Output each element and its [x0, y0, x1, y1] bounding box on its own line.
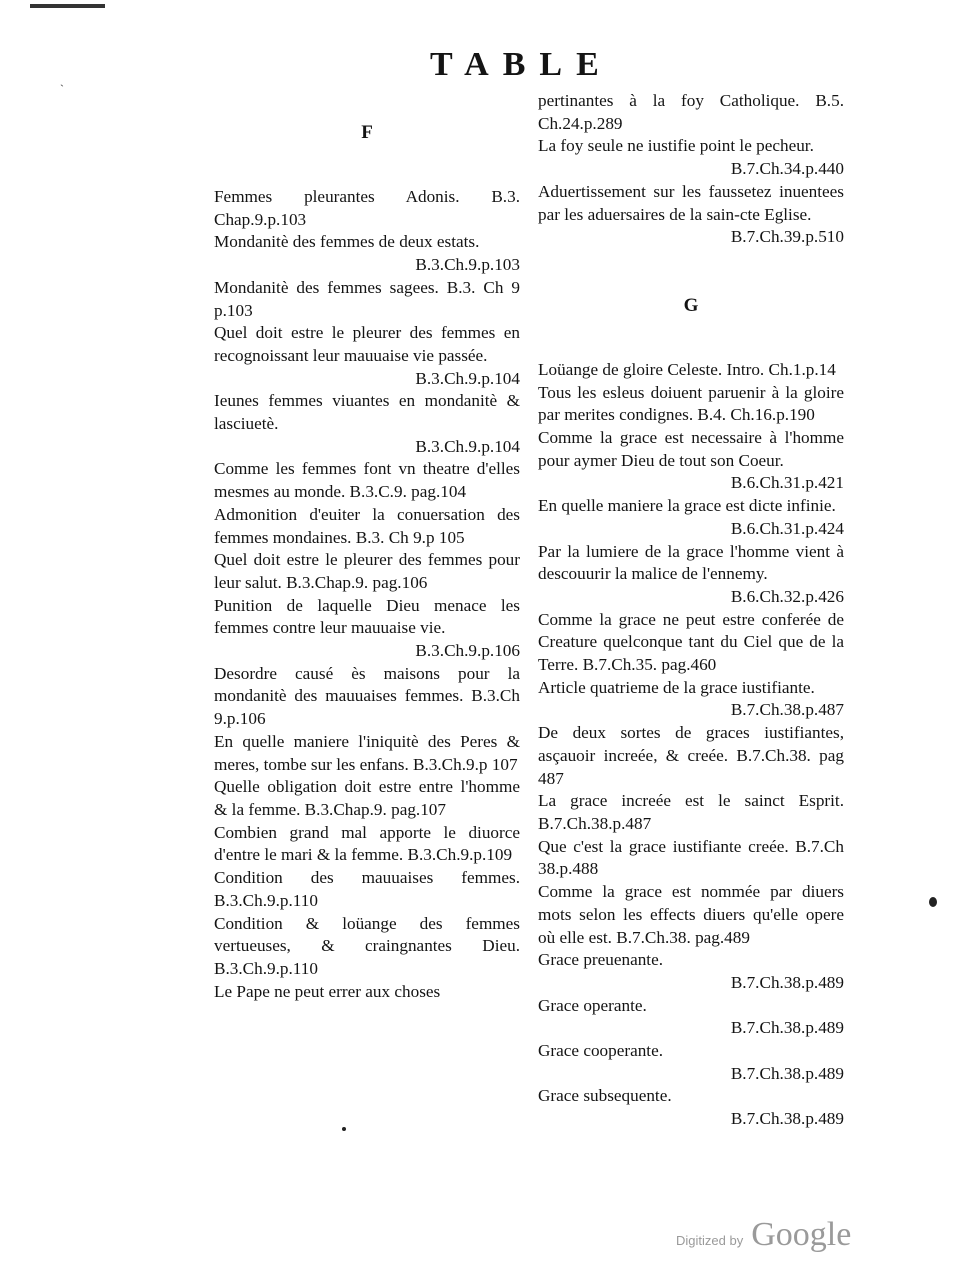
- index-entry: [538, 135, 844, 180]
- index-entry-reference: B.3.Ch.9.p.104: [415, 436, 520, 456]
- index-entry-reference: B.3.Ch.9.p.104: [415, 368, 520, 388]
- section-gap: [538, 249, 844, 289]
- index-entry: [538, 181, 844, 249]
- index-entry: [214, 913, 520, 981]
- index-entry: [538, 359, 844, 382]
- index-entry-text: Mondanitè des femmes de deux estats.: [214, 232, 480, 252]
- index-entry: [538, 1040, 844, 1085]
- index-entry-text: La foy seule ne iustifie point le pecheur.: [538, 136, 814, 156]
- section-letter-g: G: [683, 294, 699, 316]
- index-entry-reference: B.3.Ch.9.p.103: [415, 255, 520, 275]
- index-entry-text: En quelle maniere l'iniquitè des Peres & meres, tombe sur les enfans. B.3.Ch.9.p 107: [214, 731, 520, 774]
- google-logo: Google: [751, 1216, 852, 1253]
- index-entry: [538, 495, 844, 540]
- index-entry-text: La grace increée est le sainct Esprit. B.7.Ch.38.p.487: [538, 791, 844, 833]
- index-entry-text: Comme la grace est nommée par diuers mots selon les effects diuers qu'elle opere où elle est. B.7.Ch.38. pag.489: [538, 882, 844, 947]
- index-entry: [538, 541, 844, 609]
- index-entry: [214, 549, 520, 594]
- index-entry: [214, 231, 520, 276]
- index-entry-text: Comme les femmes font vn theatre d'elles mesmes au monde. B.3.C.9. pag.104: [214, 459, 520, 502]
- index-entry-text: Par la lumiere de la grace l'homme vient à descouurir la malice de l'ennemy.: [538, 541, 844, 584]
- index-entry-text: Mondanitè des femmes sagees. B.3. Ch 9 p.103: [214, 277, 520, 320]
- index-entry: [214, 186, 520, 231]
- index-entry-text: Condition des mauuaises femmes. B.3.Ch.9.p.110: [214, 868, 520, 910]
- index-entry-text: Grace operante.: [538, 995, 647, 1015]
- index-entry-reference: B.6.Ch.31.p.421: [730, 473, 844, 493]
- index-entry-text: Comme la grace ne peut estre conferée de Creature quelconque tant du Ciel que de la Terre. B.7.Ch.35. pag.460: [538, 609, 844, 675]
- index-entry: [214, 867, 520, 912]
- index-entry-text: Que c'est la grace iustifiante creée. B.7.Ch 38.p.488: [538, 836, 844, 879]
- index-entry-reference: B.7.Ch.38.p.489: [730, 1109, 844, 1129]
- index-entry-text: Femmes pleurantes Adonis. B.3. Chap.9.p.103: [214, 187, 520, 229]
- index-entry-text: Quel doit estre le pleurer des femmes en recognoissant leur mauuaise vie passée.: [214, 323, 520, 365]
- index-entry-text: Admonition d'euiter la conuersation des femmes mondaines. B.3. Ch 9.p 105: [214, 504, 520, 547]
- index-entry: [538, 90, 844, 135]
- index-entry-reference: B.7.Ch.39.p.510: [730, 227, 844, 247]
- ink-speck: [342, 1127, 346, 1131]
- index-entry: [214, 822, 520, 867]
- index-entry: [214, 322, 520, 390]
- index-entry: [214, 776, 520, 821]
- index-entry-text: En quelle maniere la grace est dicte infinie.: [538, 496, 836, 516]
- index-entry-text: Desordre causé ès maisons pour la mondanitè des mauuaises femmes. B.3.Ch 9.p.106: [214, 663, 520, 729]
- index-entry: [538, 722, 844, 790]
- index-entry-text: Punition de laquelle Dieu menace les femmes contre leur mauuaise vie.: [214, 595, 520, 638]
- index-entry-reference: B.7.Ch.38.p.487: [730, 700, 844, 720]
- index-entry-reference: B.7.Ch.38.p.489: [730, 1063, 844, 1083]
- index-entry: [538, 382, 844, 427]
- index-entry: [538, 677, 844, 722]
- index-entry-text: Loüange de gloire Celeste. Intro. Ch.1.p.14: [538, 359, 836, 379]
- index-entry-text: Article quatrieme de la grace iustifiante.: [538, 677, 815, 697]
- right-continued-entry-list: [538, 90, 844, 249]
- right-entry-list: [538, 359, 844, 1131]
- index-entry: [214, 663, 520, 731]
- left-entry-list: [214, 186, 520, 1003]
- index-entry-reference: B.7.Ch.34.p.440: [730, 159, 844, 179]
- index-entry: [214, 277, 520, 322]
- letter-spacer: [214, 150, 520, 186]
- index-entry-reference: B.7.Ch.38.p.489: [730, 1018, 844, 1038]
- index-entry: [538, 790, 844, 835]
- index-entry-text: Quel doit estre le pleurer des femmes pour leur salut. B.3.Chap.9. pag.106: [214, 550, 520, 592]
- index-entry: [538, 949, 844, 994]
- page-header-title: TABLE: [430, 46, 613, 83]
- index-entry-text: De deux sortes de graces iustifiantes, asçauoir increée, & creée. B.7.Ch.38. pag 487: [538, 723, 844, 788]
- right-index-column: [538, 90, 844, 1131]
- index-entry: [538, 881, 844, 949]
- index-entry-reference: B.6.Ch.32.p.426: [730, 586, 844, 606]
- index-entry: [538, 427, 844, 495]
- index-entry: [214, 731, 520, 776]
- index-entry-text: Tous les esleus doiuent paruenir à la gloire par merites condignes. B.4. Ch.16.p.190: [538, 382, 844, 425]
- index-entry-text: Grace subsequente.: [538, 1086, 672, 1106]
- digitized-by-text: Digitized by: [676, 1233, 744, 1248]
- index-entry-text: Grace cooperante.: [538, 1041, 664, 1061]
- index-entry: [538, 1085, 844, 1130]
- letter-spacer: [538, 323, 844, 359]
- index-entry-reference: B.3.Ch.9.p.106: [415, 641, 520, 661]
- index-entry: [214, 390, 520, 458]
- index-entry-text: Le Pape ne peut errer aux choses: [214, 981, 441, 1001]
- index-entry-text: Condition & loüange des femmes vertueuses, & craingnantes Dieu. B.3.Ch.9.p.110: [214, 913, 520, 978]
- index-entry: [214, 504, 520, 549]
- index-entry: [214, 458, 520, 503]
- index-entry-text: Quelle obligation doit estre entre l'homme & la femme. B.3.Chap.9. pag.107: [214, 777, 520, 819]
- index-entry: [214, 981, 520, 1004]
- section-letter-f: F: [361, 122, 373, 143]
- index-entry-text: Comme la grace est necessaire à l'homme pour aymer Dieu de tout son Coeur.: [538, 428, 844, 470]
- index-entry-text: Aduertissement sur les faussetez inuentees par les aduersaires de la sain-cte Eglise.: [538, 181, 844, 224]
- index-entry: [538, 836, 844, 881]
- margin-mark: `: [60, 82, 64, 96]
- index-entry-text: pertinantes à la foy Catholique. B.5. Ch.24.p.289: [538, 91, 844, 133]
- index-entry-text: Ieunes femmes viuantes en mondanitè & lasciuetè.: [214, 391, 520, 434]
- index-entry: [538, 609, 844, 677]
- index-entry-text: Grace preuenante.: [538, 950, 664, 970]
- index-entry: [538, 995, 844, 1040]
- top-edge-mark: [30, 4, 105, 8]
- index-entry: [214, 595, 520, 663]
- ink-speck: [929, 897, 937, 907]
- digitization-footer: [676, 1216, 851, 1256]
- left-index-column: [214, 116, 520, 1003]
- index-entry-reference: B.6.Ch.31.p.424: [730, 518, 844, 538]
- index-entry-reference: B.7.Ch.38.p.489: [730, 972, 844, 992]
- index-entry-text: Combien grand mal apporte le diuorce d'entre le mari & la femme. B.3.Ch.9.p.109: [214, 822, 520, 865]
